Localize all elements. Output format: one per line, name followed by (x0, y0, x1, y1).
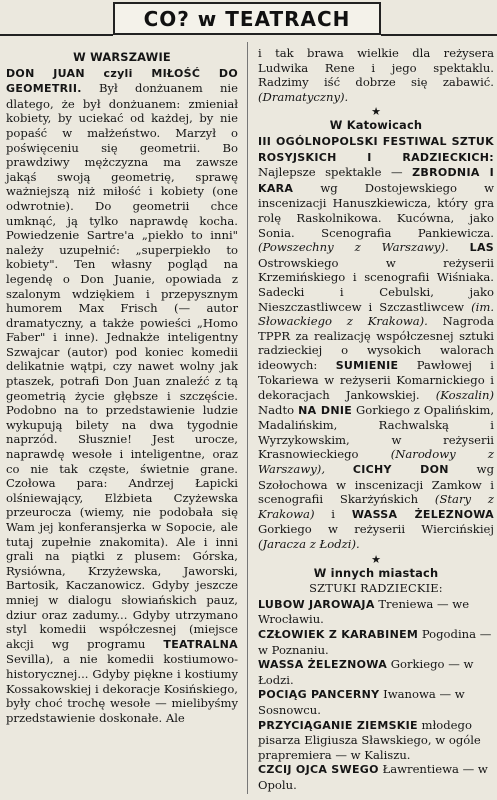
theatre-name-teatralna: TEATRALNA (163, 637, 238, 651)
play-4-theatre: (Narodowy z Warszawy), (258, 447, 494, 477)
other-cities-subtitle: SZTUKI RADZIECKIE: (309, 581, 443, 596)
list-item (258, 657, 494, 687)
play-6-text: Gorkiego w reżyserii Wiercińskiej (258, 522, 494, 537)
play-3-text: Pawłowej i Tokariewa w reżyserii Komarnickiego i dekoracjach Jankowskiej. (258, 357, 494, 403)
entry-title: CZŁOWIEK Z KARABINEM (258, 627, 419, 641)
list-item (258, 687, 494, 717)
other-cities-list (258, 597, 494, 793)
play-5-and: i (331, 506, 336, 521)
warsaw-column (6, 48, 238, 725)
continued-review (258, 46, 494, 104)
festival-block (258, 134, 494, 552)
entry-text: Treniewa — we Wrocławiu. (258, 596, 470, 627)
entry-title: WASSA ŻELEZNOWA (258, 658, 388, 672)
play-3-theatre: (Koszalin) (435, 388, 494, 403)
title-rule-left (0, 34, 113, 36)
right-column (258, 46, 494, 793)
entry-title: LUBOW JAROWAJA (258, 597, 375, 611)
festival-title: III OGÓLNOPOLSKI FESTIWAL SZTUK ROSYJSKICH I RADZIECKICH: (258, 134, 494, 164)
review-paragraph-1: Był donżuanem nie dlatego, że był donżuanem: zmieniał kobiety, by uciekać od każdej, by nie popaść w małżeństwo. Marzył o poświęceniu się geometrii. Bo prawdziwy mężczyzna ma zawsze jakąś swoją geometrię, sprawę ważniejszą niż miłość i kobiety (one odwrotnie). Do geometrii chce umknąć, ją tylko naprawdę kocha. Powiedzenie Sartre'a „piekło to inni" należy uzupełnić: „superpiekło to kobiety". Ten własny pogląd na legendę o Don Juanie, opowiada z szalonym wdziękiem i przepysznym humorem Max Frisch (— autor dramatyczny, a także powieści „Homo Faber" i inne). Jednakże inteligentny Szwajcar (autor) pod koniec komedii delikatnie wątpi, czy nawet wolny jak ptaszek, potrafi Don Juan znaleźć z tą geometrią życie głębsze i szczęście. Podobno na to przedstawienie ludzie wykupują bilety na dwa tygodnie naprzód. Słusznie! Jest urocze, naprawdę wesołe i inteligentne, oraz co nie tak częste, świetnie grane. Czołowa para: Andrzej Łapicki olśniewający, Elżbieta Czyżewska przeurocza (wiemy, nie podobała się Wam jej konferansjerka w Sopocie, ale tutaj zupełnie znakomita). Ale i inni grali na piątki z plusem: Górska, Rysiówna, Krzyżewska, Jaworski, Bartosik, Kaczanowicz. Gdyby jeszcze mniej w dialogu słowiańskich pauz, dziur oraz zadumy... Gdyby utrzymano styl komedii współczesnej (miejsce akcji wg programu (6, 81, 238, 651)
prize-text: Nagroda TPPR za realizację współczesnej sztuki radzieckiej o wysokich walorach ideowych: (258, 314, 494, 372)
entry-text: Iwanowa — w Sosnowcu. (258, 687, 465, 717)
warsaw-section-title: W WARSZAWIE (73, 50, 171, 64)
star-separator-2: ★ (371, 552, 381, 566)
play-5-title: CICHY DON (352, 463, 449, 477)
list-item (258, 597, 494, 627)
play-2-text: Ostrowskiego w reżyserii Krzemińskiego i scenografii Wiśniaka. Sadecki i Cebulski, jako Nieszczastliwcew i Szczastliwcew (258, 255, 494, 314)
play-3-title: SUMIENIE (335, 358, 399, 372)
column-title (113, 2, 381, 35)
play-1-text: wg Dostojewskiego w inscenizacji Hanuszkiewicza, który gra rolę Raskolnikowa. Kucówna, jako Sonia. Scenografia Pankiewicza. (258, 180, 494, 240)
play-1-theatre: (Powszechny z Warszawy). (258, 240, 449, 255)
katowice-section-title: W Katowicach (329, 118, 423, 133)
entry-title: CZCIJ OJCA SWEGO (258, 763, 379, 777)
review-paragraph-2: Sevilla), a nie komedii kostiumowo-historycznej... Gdyby piękne i kostiumy Kossakowskiej i dekoracje Kosińskiego, były choć trochę wesołe — mielibyśmy przedstawienie doskonałe. Ale (6, 652, 238, 725)
entry-title: PRZYCIĄGANIE ZIEMSKIE (258, 718, 418, 732)
play-5-theatre: (Stary z Krakowa) (258, 492, 494, 521)
play-6-theatre: (Jaracza z Łodzi). (258, 537, 360, 551)
entry-text: Gorkiego — w Łodzi. (258, 657, 474, 687)
column-divider (247, 42, 248, 794)
play-4-title: NA DNIE (298, 403, 353, 417)
play-2-title: LAS (469, 241, 494, 255)
festival-intro: Najlepsze spektakle — (258, 165, 403, 180)
list-item (258, 718, 494, 763)
continued-text: i tak brawa wielkie dla reżysera Ludwika Rene i jego spektaklu. Radzimy iść dobrze się zabawić. (258, 46, 494, 90)
play-2-theatre: (im. Słowackiego z Krakowa). (258, 299, 495, 329)
continued-theatre: (Dramatyczny). (258, 89, 349, 104)
play-1-title: ZBRODNIA I KARA (258, 166, 494, 195)
play-4-text: Gorkiego z Opalińskim, Madalińskim, Rachwalską i Wyrzykowskim, w reżyserii Krasnowieckiego (258, 402, 494, 462)
play-title-don-juan: DON JUAN czyli MIŁOŚĆ DO GEOMETRII. (6, 66, 238, 96)
star-separator-1: ★ (371, 105, 381, 119)
play-5-text: wg Szołochowa w inscenizacji Zamkow i scenografii Skarżyńskich (258, 462, 494, 507)
entry-title: POCIĄG PANCERNY (258, 688, 380, 702)
warsaw-review (6, 66, 238, 726)
column-title-text: CO? w TEATRACH (143, 6, 351, 31)
list-item (258, 762, 494, 792)
entry-text: Ławrentiewa — w Opolu. (258, 762, 488, 792)
title-rule-right (381, 34, 497, 36)
play-4-intro: Nadto (258, 402, 295, 417)
play-6-title: WASSA ŻELEZNOWA (351, 507, 494, 521)
entry-text: młodego pisarza Eligiusza Sławskiego, w ogóle prapremiera — w Kaliszu. (258, 717, 481, 762)
list-item (258, 627, 494, 657)
entry-text: Pogodina — w Poznaniu. (258, 626, 492, 657)
other-cities-section-title: W innych miastach (313, 565, 439, 580)
